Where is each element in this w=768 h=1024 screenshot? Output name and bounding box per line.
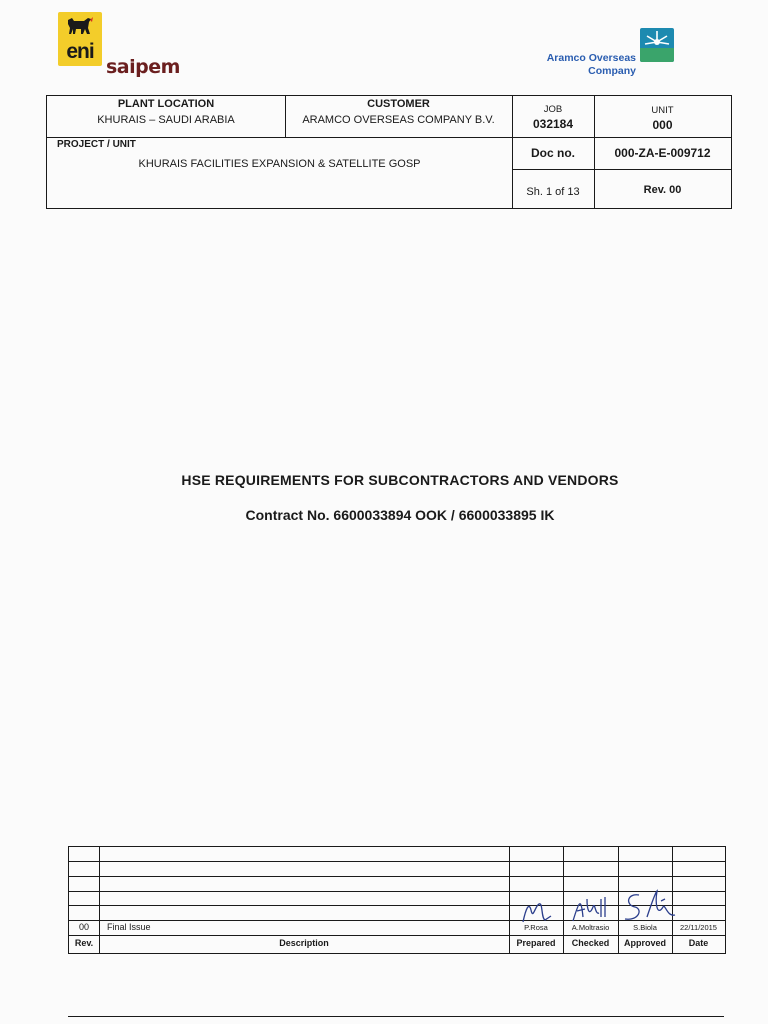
saipem-logo: saipem [106,56,180,78]
rev-row-approved: S.Biola [633,923,657,932]
doc-no-value: 000-ZA-E-009712 [614,146,711,160]
project-label: PROJECT / UNIT [57,139,136,150]
document-title: HSE REQUIREMENTS FOR SUBCONTRACTORS AND VENDORS [181,472,619,488]
rev-row-prepared: P.Rosa [524,923,548,932]
eni-wordmark: eni [66,40,94,63]
rev-row-description: Final Issue [107,922,151,932]
prepared-header: Prepared [516,938,556,948]
contract-number: Contract No. 6600033894 OOK / 6600033895 IK [245,507,555,523]
aramco-name: Aramco Overseas [546,52,636,64]
six-legged-dog-icon [64,14,94,38]
rev-row-date: 22/11/2015 [680,923,717,932]
plant-location-label: PLANT LOCATION [117,98,215,110]
unit-value: 000 [652,118,673,132]
job-value: 032184 [532,117,574,131]
customer-value: ARAMCO OVERSEAS COMPANY B.V. [302,114,495,126]
rev-row-checked: A.Moltrasio [571,923,610,932]
revision-table [68,846,726,954]
revision-number: Rev. 00 [643,184,682,196]
aramco-logo [540,24,678,82]
aramco-company: Company [588,65,636,77]
rev-row-number: 00 [78,922,89,932]
approved-signature [621,887,677,927]
description-header: Description [279,938,329,948]
eni-logo [58,12,102,68]
date-header: Date [688,938,709,948]
job-label: JOB [543,104,563,115]
checked-signature [571,895,611,925]
aramco-star-icon [640,28,674,62]
prepared-signature [521,898,553,926]
checked-header: Checked [571,938,610,948]
plant-location-value: KHURAIS – SAUDI ARABIA [97,114,235,126]
header-table [46,95,732,209]
doc-no-label: Doc no. [531,146,575,160]
project-value: KHURAIS FACILITIES EXPANSION & SATELLITE GOSP [138,158,421,170]
unit-label: UNIT [651,105,674,116]
footer-divider [68,1016,724,1017]
approved-header: Approved [623,938,666,948]
customer-label: CUSTOMER [367,98,430,110]
sheet-number: Sh. 1 of 13 [526,186,580,198]
rev-header: Rev. [74,938,94,948]
